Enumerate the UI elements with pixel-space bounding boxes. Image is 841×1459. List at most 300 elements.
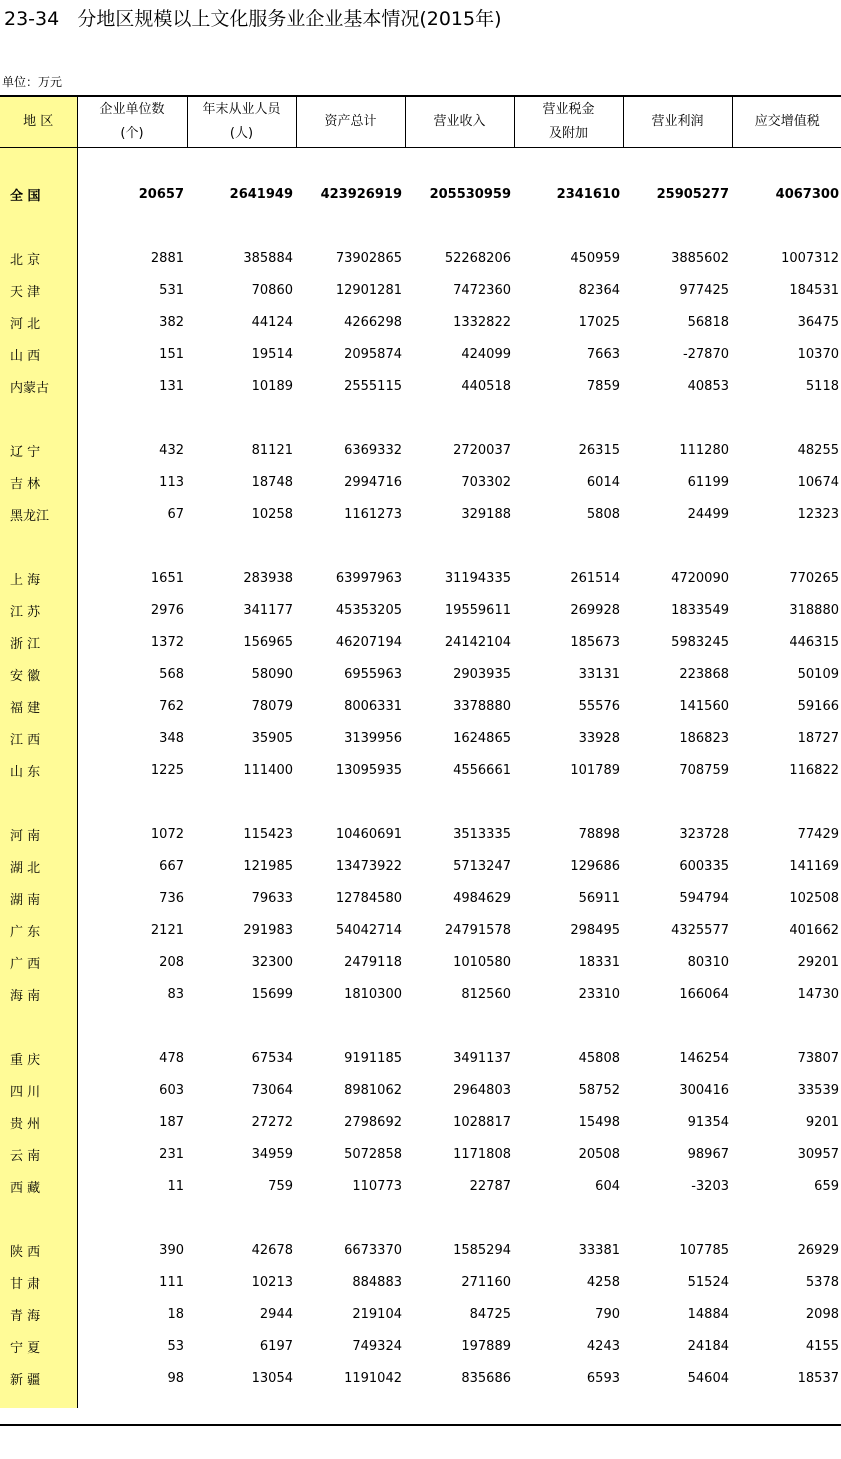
value-cell: 73807 bbox=[797, 1050, 839, 1066]
value-cell: 12784580 bbox=[335, 890, 402, 906]
value-cell: 7472360 bbox=[453, 282, 511, 298]
table-bottom-rule bbox=[0, 1424, 841, 1426]
region-cell: 湖 北 bbox=[0, 850, 77, 882]
spacer-cell bbox=[623, 148, 732, 179]
table-header bbox=[0, 96, 841, 148]
spacer-cell bbox=[187, 148, 296, 179]
value-cell: 318880 bbox=[789, 602, 839, 618]
header-tax-line2: 及附加 bbox=[548, 126, 588, 141]
spacer-cell bbox=[77, 786, 187, 818]
value-cell: 101789 bbox=[570, 762, 620, 778]
value-cell: 80310 bbox=[687, 954, 729, 970]
header-enterprises bbox=[77, 96, 187, 148]
value-cell: 341177 bbox=[243, 602, 293, 618]
value-cell: 67534 bbox=[251, 1050, 293, 1066]
value-cell: 20508 bbox=[578, 1146, 620, 1162]
region-cell: 四 川 bbox=[0, 1074, 77, 1106]
value-cell: 83 bbox=[167, 986, 184, 1002]
value-cell: 2994716 bbox=[344, 474, 402, 490]
value-cell: 667 bbox=[159, 858, 184, 874]
table-row bbox=[0, 1298, 841, 1330]
table-row bbox=[0, 594, 841, 626]
value-cell: 18537 bbox=[797, 1370, 839, 1386]
header-profit: 营业利润 bbox=[623, 96, 732, 148]
value-cell: 2098 bbox=[805, 1306, 839, 1322]
value-cell: 385884 bbox=[243, 250, 293, 266]
value-cell: 67 bbox=[167, 506, 184, 522]
value-cell: 323728 bbox=[679, 826, 729, 842]
value-cell: 1072 bbox=[150, 826, 184, 842]
spacer-cell bbox=[0, 210, 77, 242]
spacer-row bbox=[0, 530, 841, 562]
region-cell: 甘 肃 bbox=[0, 1266, 77, 1298]
value-cell: 736 bbox=[159, 890, 184, 906]
region-cell: 安 徽 bbox=[0, 658, 77, 690]
value-cell: 1833549 bbox=[671, 602, 729, 618]
value-cell: 2095874 bbox=[344, 346, 402, 362]
value-cell: 48255 bbox=[797, 442, 839, 458]
region-cell: 河 南 bbox=[0, 818, 77, 850]
statistics-table-container bbox=[0, 95, 841, 1408]
value-cell: 156965 bbox=[243, 634, 293, 650]
value-cell: 1191042 bbox=[344, 1370, 402, 1386]
value-cell: 4067300 bbox=[775, 186, 839, 202]
table-row bbox=[0, 434, 841, 466]
spacer-cell bbox=[296, 148, 405, 179]
value-cell: 91354 bbox=[687, 1114, 729, 1130]
region-cell: 山 东 bbox=[0, 754, 77, 786]
value-cell: 187 bbox=[159, 1114, 184, 1130]
value-cell: 54042714 bbox=[335, 922, 402, 938]
value-cell: 1171808 bbox=[453, 1146, 511, 1162]
spacer-cell bbox=[514, 1202, 623, 1234]
value-cell: 1010580 bbox=[453, 954, 511, 970]
header-vat: 应交增值税 bbox=[732, 96, 841, 148]
value-cell: 2964803 bbox=[453, 1082, 511, 1098]
spacer-cell bbox=[732, 530, 841, 562]
value-cell: 531 bbox=[159, 282, 184, 298]
value-cell: 10674 bbox=[797, 474, 839, 490]
value-cell: 12901281 bbox=[335, 282, 402, 298]
spacer-cell bbox=[0, 1202, 77, 1234]
table-row bbox=[0, 1234, 841, 1266]
value-cell: 33381 bbox=[578, 1242, 620, 1258]
value-cell: 884883 bbox=[352, 1274, 402, 1290]
value-cell: 111 bbox=[159, 1274, 184, 1290]
value-cell: 26315 bbox=[578, 442, 620, 458]
value-cell: 52268206 bbox=[444, 250, 511, 266]
value-cell: 33131 bbox=[578, 666, 620, 682]
value-cell: 703302 bbox=[461, 474, 511, 490]
value-cell: 835686 bbox=[461, 1370, 511, 1386]
value-cell: 116822 bbox=[789, 762, 839, 778]
value-cell: 450959 bbox=[570, 250, 620, 266]
value-cell: 42678 bbox=[251, 1242, 293, 1258]
value-cell: 129686 bbox=[570, 858, 620, 874]
value-cell: 70860 bbox=[251, 282, 293, 298]
value-cell: 2903935 bbox=[453, 666, 511, 682]
table-row bbox=[0, 914, 841, 946]
table-row bbox=[0, 946, 841, 978]
value-cell: 36475 bbox=[797, 314, 839, 330]
spacer-cell bbox=[623, 530, 732, 562]
value-cell: 10370 bbox=[797, 346, 839, 362]
value-cell: 1161273 bbox=[344, 506, 402, 522]
region-cell: 广 西 bbox=[0, 946, 77, 978]
region-cell: 宁 夏 bbox=[0, 1330, 77, 1362]
spacer-cell bbox=[77, 148, 187, 179]
spacer-cell bbox=[0, 1010, 77, 1042]
spacer-cell bbox=[623, 1394, 732, 1408]
table-row bbox=[0, 1330, 841, 1362]
spacer-cell bbox=[0, 402, 77, 434]
table-row bbox=[0, 1266, 841, 1298]
value-cell: 2641949 bbox=[229, 186, 293, 202]
value-cell: 24142104 bbox=[444, 634, 511, 650]
value-cell: 98967 bbox=[687, 1146, 729, 1162]
spacer-row bbox=[0, 210, 841, 242]
value-cell: 401662 bbox=[789, 922, 839, 938]
statistics-table bbox=[0, 95, 841, 1408]
value-cell: 2720037 bbox=[453, 442, 511, 458]
table-row bbox=[0, 1106, 841, 1138]
region-cell: 北 京 bbox=[0, 242, 77, 274]
value-cell: 31194335 bbox=[444, 570, 511, 586]
value-cell: 749324 bbox=[352, 1338, 402, 1354]
value-cell: 271160 bbox=[461, 1274, 511, 1290]
region-cell: 河 北 bbox=[0, 306, 77, 338]
value-cell: 73064 bbox=[251, 1082, 293, 1098]
value-cell: 111280 bbox=[679, 442, 729, 458]
table-row bbox=[0, 562, 841, 594]
value-cell: 283938 bbox=[243, 570, 293, 586]
value-cell: 7663 bbox=[586, 346, 620, 362]
value-cell: 102508 bbox=[789, 890, 839, 906]
table-row bbox=[0, 1074, 841, 1106]
value-cell: 1028817 bbox=[453, 1114, 511, 1130]
spacer-cell bbox=[514, 1394, 623, 1408]
header-employees-line1: 年末从业人员 bbox=[202, 102, 281, 117]
value-cell: 23310 bbox=[578, 986, 620, 1002]
value-cell: 13054 bbox=[251, 1370, 293, 1386]
value-cell: 78898 bbox=[578, 826, 620, 842]
value-cell: 34959 bbox=[251, 1146, 293, 1162]
spacer-cell bbox=[187, 1202, 296, 1234]
region-cell: 江 苏 bbox=[0, 594, 77, 626]
table-row bbox=[0, 850, 841, 882]
value-cell: 762 bbox=[159, 698, 184, 714]
value-cell: 110773 bbox=[352, 1178, 402, 1194]
value-cell: 59166 bbox=[797, 698, 839, 714]
value-cell: 10258 bbox=[251, 506, 293, 522]
value-cell: 18727 bbox=[797, 730, 839, 746]
value-cell: 8981062 bbox=[344, 1082, 402, 1098]
value-cell: 77429 bbox=[797, 826, 839, 842]
value-cell: 219104 bbox=[352, 1306, 402, 1322]
value-cell: 1810300 bbox=[344, 986, 402, 1002]
spacer-cell bbox=[296, 1394, 405, 1408]
spacer-cell bbox=[405, 1202, 514, 1234]
unit-label: 单位：万元 bbox=[2, 75, 63, 89]
value-cell: 2881 bbox=[150, 250, 184, 266]
value-cell: 81121 bbox=[251, 442, 293, 458]
spacer-cell bbox=[623, 1010, 732, 1042]
value-cell: 223868 bbox=[679, 666, 729, 682]
value-cell: 22787 bbox=[469, 1178, 511, 1194]
spacer-cell bbox=[514, 1010, 623, 1042]
value-cell: 63997963 bbox=[335, 570, 402, 586]
value-cell: 24791578 bbox=[444, 922, 511, 938]
spacer-cell bbox=[405, 1010, 514, 1042]
value-cell: 5378 bbox=[805, 1274, 839, 1290]
value-cell: 111400 bbox=[243, 762, 293, 778]
region-cell: 福 建 bbox=[0, 690, 77, 722]
table-row bbox=[0, 690, 841, 722]
spacer-cell bbox=[732, 1202, 841, 1234]
spacer-cell bbox=[187, 210, 296, 242]
value-cell: 24184 bbox=[687, 1338, 729, 1354]
spacer-cell bbox=[0, 786, 77, 818]
spacer-cell bbox=[187, 1394, 296, 1408]
value-cell: 98 bbox=[167, 1370, 184, 1386]
value-cell: 73902865 bbox=[335, 250, 402, 266]
table-row bbox=[0, 242, 841, 274]
value-cell: 390 bbox=[159, 1242, 184, 1258]
header-employees-line2: (人) bbox=[229, 126, 254, 141]
region-cell: 云 南 bbox=[0, 1138, 77, 1170]
spacer-cell bbox=[405, 148, 514, 179]
value-cell: 600335 bbox=[679, 858, 729, 874]
spacer-cell bbox=[296, 530, 405, 562]
spacer-cell bbox=[623, 210, 732, 242]
spacer-cell bbox=[296, 210, 405, 242]
value-cell: 6673370 bbox=[344, 1242, 402, 1258]
spacer-cell bbox=[0, 148, 77, 179]
header-enterprises-line2: (个) bbox=[120, 126, 144, 141]
table-row bbox=[0, 722, 841, 754]
value-cell: 10213 bbox=[251, 1274, 293, 1290]
spacer-cell bbox=[77, 530, 187, 562]
value-cell: 19559611 bbox=[444, 602, 511, 618]
value-cell: 30957 bbox=[797, 1146, 839, 1162]
value-cell: 478 bbox=[159, 1050, 184, 1066]
value-cell: 3378880 bbox=[453, 698, 511, 714]
header-assets: 资产总计 bbox=[296, 96, 405, 148]
value-cell: 568 bbox=[159, 666, 184, 682]
value-cell: 17025 bbox=[578, 314, 620, 330]
value-cell: 15699 bbox=[251, 986, 293, 1002]
value-cell: 10189 bbox=[251, 378, 293, 394]
spacer-cell bbox=[187, 402, 296, 434]
value-cell: 1225 bbox=[150, 762, 184, 778]
value-cell: 84725 bbox=[469, 1306, 511, 1322]
value-cell: 56818 bbox=[687, 314, 729, 330]
value-cell: 4266298 bbox=[344, 314, 402, 330]
value-cell: 446315 bbox=[789, 634, 839, 650]
value-cell: 186823 bbox=[679, 730, 729, 746]
header-region: 地 区 bbox=[0, 96, 77, 148]
value-cell: 19514 bbox=[251, 346, 293, 362]
value-cell: 759 bbox=[268, 1178, 293, 1194]
value-cell: 113 bbox=[159, 474, 184, 490]
value-cell: 977425 bbox=[679, 282, 729, 298]
value-cell: 20657 bbox=[138, 186, 184, 202]
header-employees bbox=[187, 96, 296, 148]
table-row bbox=[0, 466, 841, 498]
spacer-cell bbox=[732, 148, 841, 179]
value-cell: 24499 bbox=[687, 506, 729, 522]
value-cell: 423926919 bbox=[320, 186, 402, 202]
value-cell: 604 bbox=[595, 1178, 620, 1194]
value-cell: 261514 bbox=[570, 570, 620, 586]
value-cell: 121985 bbox=[243, 858, 293, 874]
value-cell: 659 bbox=[814, 1178, 839, 1194]
value-cell: 18748 bbox=[251, 474, 293, 490]
value-cell: 298495 bbox=[570, 922, 620, 938]
spacer-cell bbox=[623, 786, 732, 818]
value-cell: 8006331 bbox=[344, 698, 402, 714]
value-cell: 5072858 bbox=[344, 1146, 402, 1162]
table-row bbox=[0, 1362, 841, 1394]
spacer-row bbox=[0, 1202, 841, 1234]
value-cell: 770265 bbox=[789, 570, 839, 586]
spacer-cell bbox=[514, 786, 623, 818]
region-cell: 黑龙江 bbox=[0, 498, 77, 530]
value-cell: 58752 bbox=[578, 1082, 620, 1098]
spacer-row bbox=[0, 786, 841, 818]
table-row bbox=[0, 306, 841, 338]
region-cell: 上 海 bbox=[0, 562, 77, 594]
value-cell: 151 bbox=[159, 346, 184, 362]
table-row bbox=[0, 338, 841, 370]
value-cell: 27272 bbox=[251, 1114, 293, 1130]
value-cell: 594794 bbox=[679, 890, 729, 906]
region-cell: 新 疆 bbox=[0, 1362, 77, 1394]
value-cell: 33539 bbox=[797, 1082, 839, 1098]
spacer-cell bbox=[296, 786, 405, 818]
spacer-cell bbox=[514, 210, 623, 242]
table-row bbox=[0, 274, 841, 306]
total-row bbox=[0, 178, 841, 210]
value-cell: 812560 bbox=[461, 986, 511, 1002]
spacer-cell bbox=[405, 530, 514, 562]
table-row bbox=[0, 1138, 841, 1170]
value-cell: 231 bbox=[159, 1146, 184, 1162]
spacer-cell bbox=[623, 402, 732, 434]
value-cell: 382 bbox=[159, 314, 184, 330]
value-cell: 51524 bbox=[687, 1274, 729, 1290]
value-cell: 45353205 bbox=[335, 602, 402, 618]
value-cell: 2976 bbox=[150, 602, 184, 618]
value-cell: 4258 bbox=[586, 1274, 620, 1290]
region-cell: 海 南 bbox=[0, 978, 77, 1010]
table-row bbox=[0, 978, 841, 1010]
spacer-cell bbox=[514, 402, 623, 434]
value-cell: 10460691 bbox=[335, 826, 402, 842]
value-cell: 790 bbox=[595, 1306, 620, 1322]
region-cell: 浙 江 bbox=[0, 626, 77, 658]
value-cell: 1624865 bbox=[453, 730, 511, 746]
value-cell: 1651 bbox=[150, 570, 184, 586]
region-cell: 吉 林 bbox=[0, 466, 77, 498]
value-cell: 269928 bbox=[570, 602, 620, 618]
value-cell: 82364 bbox=[578, 282, 620, 298]
value-cell: 3491137 bbox=[453, 1050, 511, 1066]
spacer-cell bbox=[732, 210, 841, 242]
value-cell: 4556661 bbox=[453, 762, 511, 778]
value-cell: 3139956 bbox=[344, 730, 402, 746]
value-cell: 4325577 bbox=[671, 922, 729, 938]
value-cell: 11 bbox=[167, 1178, 184, 1194]
value-cell: 115423 bbox=[243, 826, 293, 842]
value-cell: 6593 bbox=[586, 1370, 620, 1386]
value-cell: 14884 bbox=[687, 1306, 729, 1322]
value-cell: 29201 bbox=[797, 954, 839, 970]
spacer-cell bbox=[296, 1202, 405, 1234]
value-cell: 205530959 bbox=[429, 186, 511, 202]
value-cell: 2798692 bbox=[344, 1114, 402, 1130]
table-row bbox=[0, 658, 841, 690]
table-row bbox=[0, 1170, 841, 1202]
table-row bbox=[0, 498, 841, 530]
region-cell: 西 藏 bbox=[0, 1170, 77, 1202]
spacer-row bbox=[0, 402, 841, 434]
table-body bbox=[0, 148, 841, 1409]
value-cell: 291983 bbox=[243, 922, 293, 938]
value-cell: 2944 bbox=[259, 1306, 293, 1322]
value-cell: 18331 bbox=[578, 954, 620, 970]
value-cell: 46207194 bbox=[335, 634, 402, 650]
spacer-row bbox=[0, 148, 841, 179]
spacer-cell bbox=[405, 402, 514, 434]
value-cell: 348 bbox=[159, 730, 184, 746]
region-cell: 贵 州 bbox=[0, 1106, 77, 1138]
page-title: 23-34 分地区规模以上文化服务业企业基本情况(2015年) bbox=[4, 8, 502, 30]
spacer-cell bbox=[405, 786, 514, 818]
value-cell: 45808 bbox=[578, 1050, 620, 1066]
value-cell: 603 bbox=[159, 1082, 184, 1098]
value-cell: 13095935 bbox=[335, 762, 402, 778]
value-cell: -3203 bbox=[691, 1178, 729, 1194]
spacer-cell bbox=[514, 148, 623, 179]
spacer-cell bbox=[732, 1394, 841, 1408]
value-cell: 107785 bbox=[679, 1242, 729, 1258]
value-cell: 9201 bbox=[805, 1114, 839, 1130]
spacer-cell bbox=[187, 1010, 296, 1042]
value-cell: 25905277 bbox=[656, 186, 729, 202]
value-cell: 58090 bbox=[251, 666, 293, 682]
value-cell: 166064 bbox=[679, 986, 729, 1002]
spacer-cell bbox=[732, 1010, 841, 1042]
table-row bbox=[0, 882, 841, 914]
value-cell: 141169 bbox=[789, 858, 839, 874]
value-cell: 184531 bbox=[789, 282, 839, 298]
value-cell: 197889 bbox=[461, 1338, 511, 1354]
spacer-cell bbox=[623, 1202, 732, 1234]
spacer-cell bbox=[77, 1394, 187, 1408]
spacer-cell bbox=[732, 402, 841, 434]
value-cell: 79633 bbox=[251, 890, 293, 906]
value-cell: 5808 bbox=[586, 506, 620, 522]
spacer-row bbox=[0, 1394, 841, 1408]
table-row bbox=[0, 370, 841, 402]
value-cell: 6014 bbox=[586, 474, 620, 490]
spacer-cell bbox=[405, 210, 514, 242]
value-cell: 55576 bbox=[578, 698, 620, 714]
region-cell: 辽 宁 bbox=[0, 434, 77, 466]
spacer-row bbox=[0, 1010, 841, 1042]
value-cell: -27870 bbox=[682, 346, 729, 362]
